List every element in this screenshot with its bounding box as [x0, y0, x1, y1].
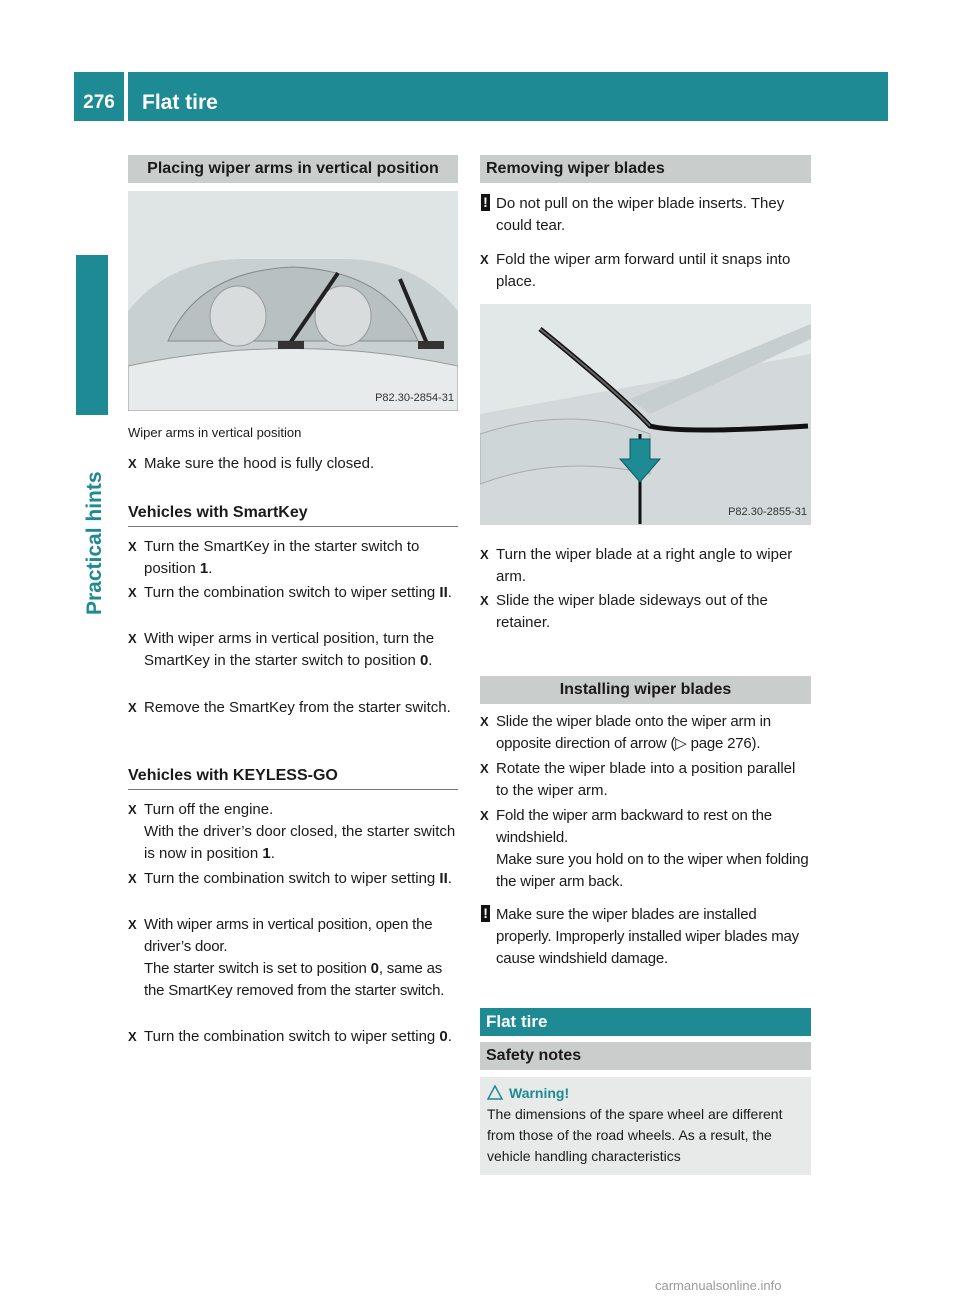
section-heading-removing: Removing wiper blades [480, 155, 811, 183]
step-arrow-icon: X [128, 802, 137, 817]
section-heading-flat-tire: Flat tire [480, 1008, 811, 1036]
section-label: Practical hints [83, 471, 106, 615]
step-keyless-4: X Turn the combination switch to wiper setting 0. [128, 1026, 458, 1048]
step-smartkey-1: X Turn the SmartKey in the starter switch to position 1. [128, 538, 420, 577]
subheading-safety-notes: Safety notes [480, 1042, 811, 1070]
exclamation-icon: ! [481, 905, 490, 922]
step-arrow-icon: X [480, 714, 489, 729]
image-code: P82.30-2855-31 [728, 506, 807, 518]
step-smartkey-3: X With wiper arms in vertical position, turn the SmartKey in the starter switch to position 0. [128, 630, 435, 669]
subheading-keyless: Vehicles with KEYLESS-GO [128, 765, 458, 790]
step-keyless-2: X Turn the combination switch to wiper setting II. [128, 868, 458, 890]
note-installing: ! Make sure the wiper blades are installed properly. Improperly installed wiper blades may cause windshield damage. [480, 904, 811, 970]
step-arrow-icon: X [128, 456, 137, 471]
step-arrow-icon: X [128, 700, 137, 715]
step-arrow-icon: X [128, 1029, 137, 1044]
exclamation-icon: ! [481, 194, 490, 211]
page-title: Flat tire [142, 91, 218, 114]
subheading-smartkey: Vehicles with SmartKey [128, 502, 458, 527]
step-installing-1: X Slide the wiper blade onto the wiper arm in opposite direction of arrow (▷ page 276). [480, 713, 771, 752]
step-installing-2: X Rotate the wiper blade into a position parallel to the wiper arm. [480, 760, 796, 799]
step-arrow-icon: X [128, 585, 137, 600]
warning-triangle-icon [487, 1085, 503, 1100]
image-caption: Wiper arms in vertical position [128, 425, 302, 440]
step-arrow-icon: X [480, 808, 489, 823]
car-windshield-illustration [128, 191, 458, 411]
step-arrow-icon: X [128, 631, 137, 646]
wiper-vertical-photo [128, 191, 458, 411]
step-arrow-icon: X [128, 871, 137, 886]
header-divider [124, 72, 128, 121]
step-removing-1: X Fold the wiper arm forward until it snaps into place. [480, 251, 791, 290]
step-keyless-1: X Turn off the engine. With the driver’s door closed, the starter switch is now in position 1. [128, 801, 456, 862]
step-removing-2: X Turn the wiper blade at a right angle to wiper arm. [480, 546, 793, 585]
step-installing-3: X Fold the wiper arm backward to rest on the windshield. Make sure you hold on to the wiper when folding the wiper arm back. [480, 807, 809, 890]
wiper-blade-illustration [480, 304, 811, 525]
side-tab [76, 255, 108, 415]
section-heading: Placing wiper arms in vertical position [128, 155, 458, 183]
step-arrow-icon: X [480, 761, 489, 776]
step-removing-3: X Slide the wiper blade sideways out of the retainer. [480, 592, 768, 631]
step-arrow-icon: X [480, 547, 489, 562]
wiper-blade-photo [480, 304, 811, 525]
warning-box [480, 1077, 811, 1175]
warning-heading: Warning! [487, 1083, 804, 1104]
page-number: 276 [83, 92, 115, 113]
step-smartkey-4: X Remove the SmartKey from the starter switch. [128, 697, 458, 719]
note-removing: ! Do not pull on the wiper blade inserts. They could tear. [480, 193, 811, 237]
section-heading-installing: Installing wiper blades [480, 676, 811, 704]
warning-text: The dimensions of the spare wheel are different from those of the road wheels. As a result, the vehicle handling characteristics [487, 1106, 783, 1164]
image-code: P82.30-2854-31 [375, 392, 454, 404]
step-keyless-3: X With wiper arms in vertical position, open the driver’s door. The starter switch is set to position 0, same as the SmartKey removed from the starter switch. [128, 916, 445, 999]
step-arrow-icon: X [480, 252, 489, 267]
step-arrow-icon: X [128, 917, 137, 932]
step-arrow-icon: X [480, 593, 489, 608]
step-hood: X Make sure the hood is fully closed. [128, 453, 458, 475]
step-arrow-icon: X [128, 539, 137, 554]
step-smartkey-2: X Turn the combination switch to wiper setting II. [128, 582, 458, 604]
watermark: carmanualsonline.info [655, 1278, 782, 1293]
